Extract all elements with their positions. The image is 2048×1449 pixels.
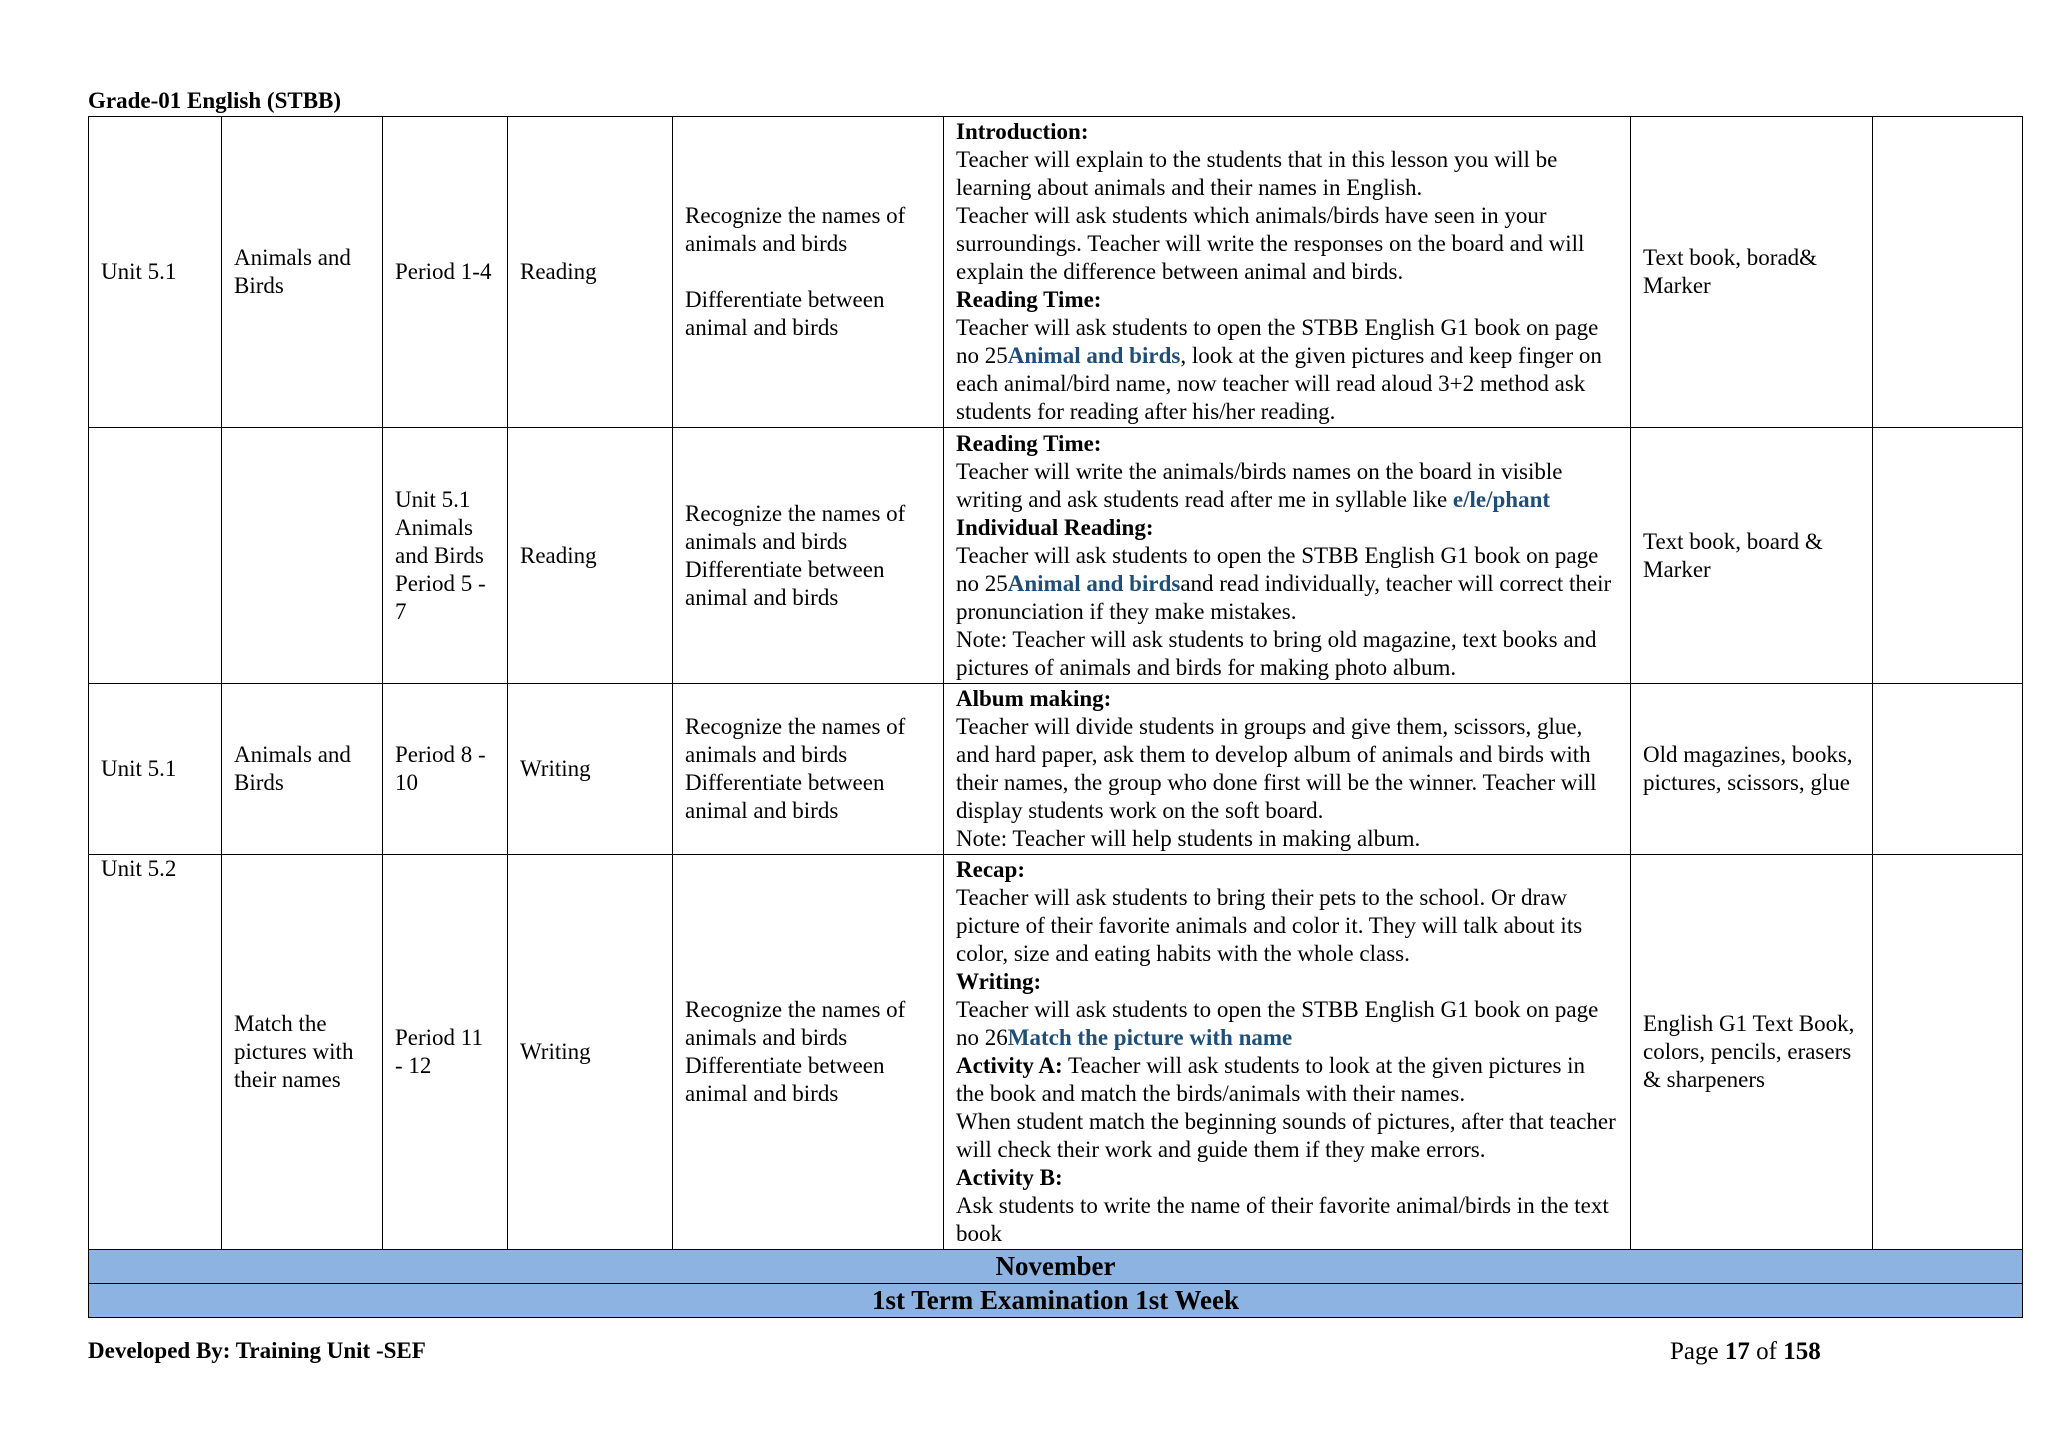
slo-text: Differentiate between animal and birds xyxy=(685,287,885,340)
skill-cell: Writing xyxy=(508,684,673,855)
activity-text: Teacher will explain to the students that in this lesson you will be learning about animals and their names in English. xyxy=(956,147,1558,200)
activity-text xyxy=(956,1052,1618,1108)
period-cell: Period 1-4 xyxy=(383,117,508,428)
book-reference: Match the picture with name xyxy=(1007,1025,1293,1050)
empty-cell xyxy=(1873,117,2023,428)
page-current: 17 xyxy=(1724,1338,1750,1365)
period-cell: Period 11 - 12 xyxy=(383,855,508,1250)
activity-cell xyxy=(944,855,1631,1250)
lesson-plan-table xyxy=(88,116,2023,1318)
activity-cell xyxy=(944,684,1631,855)
book-reference: Animal and birds xyxy=(1007,570,1181,596)
slo-text: Differentiate between animal and birds xyxy=(685,556,885,610)
activity-note: Note: Teacher will help students in making album. xyxy=(956,826,1421,851)
text-span: Teacher will write the animals/birds names on the board in visible writing and ask students read after me in syllable like xyxy=(956,458,1563,512)
resources-cell: English G1 Text Book, colors, pencils, erasers & sharpeners xyxy=(1631,855,1873,1250)
month-label: November xyxy=(89,1250,2023,1284)
table-row xyxy=(89,855,2023,1250)
page-total: 158 xyxy=(1783,1338,1821,1365)
topic-cell: Match the pictures with their names xyxy=(222,855,383,1250)
slo-text: Differentiate between animal and birds xyxy=(685,1053,885,1106)
activity-text: Teacher will ask students to bring their pets to the school. Or draw picture of their favorite animals and color it. They will talk about its color, size and eating habits with the whole class. xyxy=(956,885,1583,966)
activity-heading: Reading Time: xyxy=(956,287,1102,312)
table-row xyxy=(89,684,2023,855)
slo-text: Differentiate between animal and birds xyxy=(685,770,885,823)
slo-text: Recognize the names of animals and birds xyxy=(685,997,906,1050)
activity-cell xyxy=(944,428,1631,684)
activity-text: When student match the beginning sounds of pictures, after that teacher will check their work and guide them if they make errors. xyxy=(956,1109,1616,1162)
activity-heading: Individual Reading: xyxy=(956,514,1154,540)
book-reference: Animal and birds xyxy=(1007,343,1181,368)
text-span: Teacher will ask students to open the STBB English G1 book on page no 25 xyxy=(956,315,1599,368)
activity-heading: Writing: xyxy=(956,969,1042,994)
text-span: and read individually, teacher will correct their pronunciation if they make mistakes. xyxy=(956,570,1612,624)
skill-cell: Reading xyxy=(508,117,673,428)
slo-cell xyxy=(673,428,944,684)
activity-heading: Introduction: xyxy=(956,119,1089,144)
activity-text xyxy=(956,314,1618,426)
activity-text: Teacher will divide students in groups and give them, scissors, glue, and hard paper, ask them to develop album of animals and birds with their names, the group who done first will be the winner. Teacher will display students work on the soft board. xyxy=(956,714,1597,823)
table-row xyxy=(89,117,2023,428)
activity-heading: Album making: xyxy=(956,686,1112,711)
activity-text xyxy=(956,458,1618,514)
activity-heading: Activity B: xyxy=(956,1165,1063,1190)
slo-cell xyxy=(673,117,944,428)
slo-cell xyxy=(673,684,944,855)
text-span: Teacher will ask students to look at the given pictures in the book and match the birds/animals with their names. xyxy=(956,1053,1586,1106)
text-span: Teacher will ask students to open the STBB English G1 book on page no 25 xyxy=(956,542,1599,596)
empty-cell xyxy=(1873,428,2023,684)
activity-heading: Reading Time: xyxy=(956,430,1102,456)
activity-label: Activity A: xyxy=(956,1053,1063,1078)
slo-text: Recognize the names of animals and birds xyxy=(685,500,906,554)
period-cell: Period 8 - 10 xyxy=(383,684,508,855)
period-line: Unit 5.1 xyxy=(395,486,471,512)
slo-cell xyxy=(673,855,944,1250)
slo-text: Recognize the names of animals and birds xyxy=(685,714,906,767)
unit-cell: Unit 5.1 xyxy=(89,684,222,855)
skill-cell: Writing xyxy=(508,855,673,1250)
page-mid: of xyxy=(1749,1338,1784,1365)
syllable-example: e/le/phant xyxy=(1452,486,1551,512)
unit-cell: Unit 5.2 xyxy=(89,855,222,1250)
activity-text xyxy=(956,996,1618,1052)
activity-text: Teacher will ask students which animals/birds have seen in your surroundings. Teacher will write the responses on the board and will explain the difference between animal and birds. xyxy=(956,203,1585,284)
resources-cell: Text book, borad& Marker xyxy=(1631,117,1873,428)
empty-cell xyxy=(1873,855,2023,1250)
footer-developed-by: Developed By: Training Unit -SEF xyxy=(88,1338,426,1363)
period-cell xyxy=(383,428,508,684)
activity-text: Ask students to write the name of their favorite animal/birds in the text book xyxy=(956,1193,1609,1246)
unit-cell: Unit 5.1 xyxy=(89,117,222,428)
resources-cell: Text book, board & Marker xyxy=(1631,428,1873,684)
period-line: Period 5 - 7 xyxy=(395,570,486,624)
unit-cell xyxy=(89,428,222,684)
exam-band xyxy=(89,1284,2023,1318)
slo-text: Recognize the names of animals and birds xyxy=(685,203,906,256)
activity-note: Note: Teacher will ask students to bring old magazine, text books and pictures of animals and birds for making photo album. xyxy=(956,626,1597,680)
empty-cell xyxy=(1873,684,2023,855)
activity-heading: Recap: xyxy=(956,857,1025,882)
month-band xyxy=(89,1250,2023,1284)
period-line: Animals and Birds xyxy=(395,514,484,568)
text-span: Teacher will ask students to open the STBB English G1 book on page no 26 xyxy=(956,997,1599,1050)
page-number xyxy=(1670,1338,1821,1366)
text-span: , look at the given pictures and keep finger on each animal/bird name, now teacher will read aloud 3+2 method ask students for reading after his/her reading. xyxy=(956,343,1602,424)
activity-cell xyxy=(944,117,1631,428)
table-row xyxy=(89,428,2023,684)
exam-label: 1st Term Examination 1st Week xyxy=(89,1284,2023,1318)
skill-cell: Reading xyxy=(508,428,673,684)
topic-cell: Animals and Birds xyxy=(222,117,383,428)
resources-cell: Old magazines, books, pictures, scissors, glue xyxy=(1631,684,1873,855)
topic-cell: Animals and Birds xyxy=(222,684,383,855)
page-prefix: Page xyxy=(1670,1338,1725,1365)
topic-cell xyxy=(222,428,383,684)
document-header: Grade-01 English (STBB) xyxy=(88,88,342,113)
activity-text xyxy=(956,542,1618,626)
